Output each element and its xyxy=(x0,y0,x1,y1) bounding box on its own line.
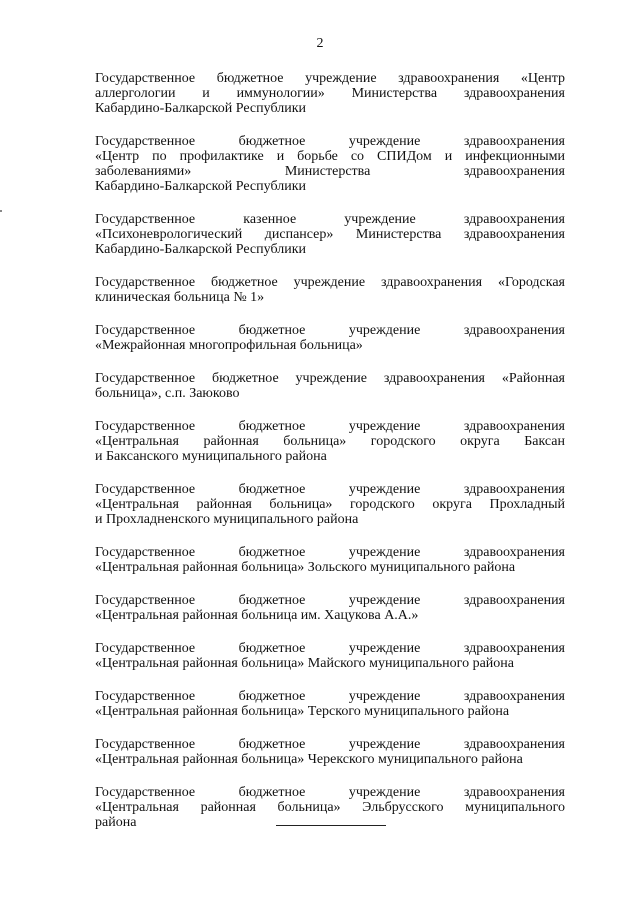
entry-line: «Центральная районная больница» Черекского муниципального района xyxy=(95,752,523,767)
entry-line: клиническая больница № 1» xyxy=(95,290,265,305)
entry-line: Кабардино-Балкарской Республики xyxy=(95,179,306,194)
entry-line: Государственное бюджетное учреждение здравоохранения xyxy=(95,593,565,608)
entry-line: больница», с.п. Заюково xyxy=(95,386,240,401)
institution-entry xyxy=(95,593,565,623)
entry-line: Кабардино-Балкарской Республики xyxy=(95,242,306,257)
entry-line: Государственное казенное учреждение здравоохранения xyxy=(95,212,565,227)
scan-edge-mark xyxy=(0,210,2,212)
entry-line: Государственное бюджетное учреждение здравоохранения xyxy=(95,419,565,434)
institution-entry xyxy=(95,134,565,194)
entry-line: Государственное бюджетное учреждение здравоохранения «Районная xyxy=(95,371,565,386)
institution-entry xyxy=(95,419,565,464)
institution-entry xyxy=(95,737,565,767)
page-number: 2 xyxy=(316,36,324,51)
entry-line: «Центральная районная больница» городского округа Прохладный xyxy=(95,497,565,512)
end-separator-line xyxy=(276,825,386,826)
entry-line: «Центральная районная больница им. Хацукова А.А.» xyxy=(95,608,419,623)
entry-line: Государственное бюджетное учреждение здравоохранения xyxy=(95,323,565,338)
entry-line: «Центральная районная больница» Терского муниципального района xyxy=(95,704,510,719)
entry-line: Государственное бюджетное учреждение здравоохранения xyxy=(95,641,565,656)
entry-line: «Центральная районная больница» городского округа Баксан xyxy=(95,434,565,449)
institution-entry xyxy=(95,689,565,719)
institution-entry xyxy=(95,323,565,353)
institution-entry xyxy=(95,482,565,527)
entry-line: Кабардино-Балкарской Республики xyxy=(95,101,306,116)
entry-line: «Центральная районная больница» Эльбрусского муниципального xyxy=(95,800,565,815)
entry-line: и Баксанского муниципального района xyxy=(95,449,327,464)
entry-line: «Центральная районная больница» Майского муниципального района xyxy=(95,656,514,671)
entry-line: «Центральная районная больница» Зольского муниципального района xyxy=(95,560,516,575)
entry-line: Государственное бюджетное учреждение здравоохранения xyxy=(95,689,565,704)
entry-line: Государственное бюджетное учреждение здравоохранения xyxy=(95,785,565,800)
entry-line: заболеваниями» Министерства здравоохранения xyxy=(95,164,565,179)
institution-entry xyxy=(95,212,565,257)
entry-line: аллергологии и иммунологии» Министерства здравоохранения xyxy=(95,86,565,101)
entry-line: Государственное бюджетное учреждение здравоохранения xyxy=(95,482,565,497)
institution-entry xyxy=(95,371,565,401)
entry-line: Государственное бюджетное учреждение здравоохранения xyxy=(95,737,565,752)
institution-entry xyxy=(95,545,565,575)
institution-entry xyxy=(95,71,565,116)
entry-line: «Центр по профилактике и борьбе со СПИДом и инфекционными xyxy=(95,149,565,164)
entry-line: «Психоневрологический диспансер» Министерства здравоохранения xyxy=(95,227,565,242)
entry-line: Государственное бюджетное учреждение здравоохранения «Городская xyxy=(95,275,565,290)
institution-entry xyxy=(95,275,565,305)
entry-line: Государственное бюджетное учреждение здравоохранения xyxy=(95,545,565,560)
entry-line: Государственное бюджетное учреждение здравоохранения «Центр xyxy=(95,71,565,86)
entry-line: «Межрайонная многопрофильная больница» xyxy=(95,338,363,353)
entry-line: Государственное бюджетное учреждение здравоохранения xyxy=(95,134,565,149)
institution-entry xyxy=(95,785,565,830)
institution-list xyxy=(95,71,565,830)
entry-line: района xyxy=(95,815,137,830)
institution-entry xyxy=(95,641,565,671)
entry-line: и Прохладненского муниципального района xyxy=(95,512,359,527)
